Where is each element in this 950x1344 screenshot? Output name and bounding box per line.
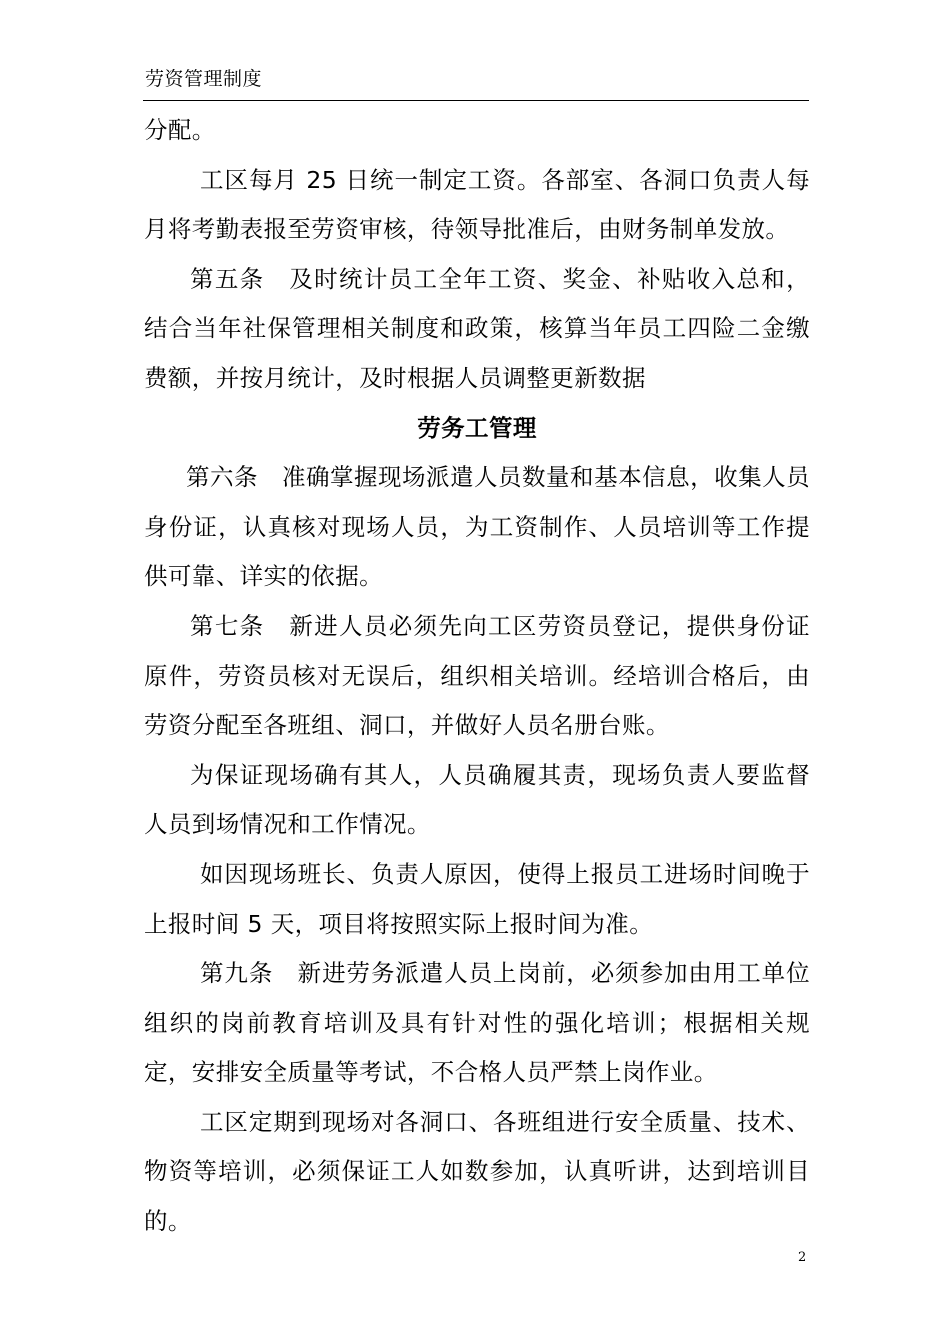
article-six-paragraph: 第六条 准确掌握现场派遣人员数量和基本信息，收集人员身份证，认真核对现场人员，为工资制作、人员培训等工作提供可靠、详实的依据。 (144, 463, 810, 591)
section-heading: 劳务工管理 (417, 413, 537, 442)
body-paragraph: 工区每月 25 日统一制定工资。各部室、各洞口负责人每月将考勤表报至劳资审核，待领导批准后，由财务制单发放。 (144, 165, 810, 244)
body-paragraph: 为保证现场确有其人，人员确履其责，现场负责人要监督人员到场情况和工作情况。 (144, 760, 810, 839)
article-seven-paragraph: 第七条 新进人员必须先向工区劳资员登记，提供身份证原件，劳资员核对无误后，组织相关培训。经培训合格后，由劳资分配至各班组、洞口，并做好人员名册台账。 (144, 611, 810, 740)
body-paragraph: 如因现场班长、负责人原因，使得上报员工进场时间晚于上报时间 5 天，项目将按照实际上报时间为准。 (144, 859, 810, 938)
header-rule (143, 100, 809, 101)
body-paragraph: 分配。 (144, 116, 216, 144)
running-header-title: 劳资管理制度 (145, 68, 263, 90)
document-body (144, 106, 810, 1247)
page-number: 2 (798, 1250, 807, 1265)
body-paragraph: 工区定期到现场对各洞口、各班组进行安全质量、技术、物资等培训，必须保证工人如数参加，认真听讲，达到培训目的。 (144, 1107, 810, 1236)
article-five-paragraph: 第五条 及时统计员工全年工资、奖金、补贴收入总和，结合当年社保管理相关制度和政策，核算当年员工四险二金缴费额，并按月统计，及时根据人员调整更新数据 (144, 264, 810, 392)
article-nine-paragraph: 第九条 新进劳务派遣人员上岗前，必须参加由用工单位组织的岗前教育培训及具有针对性的强化培训；根据相关规定，安排安全质量等考试，不合格人员严禁上岗作业。 (144, 959, 810, 1087)
